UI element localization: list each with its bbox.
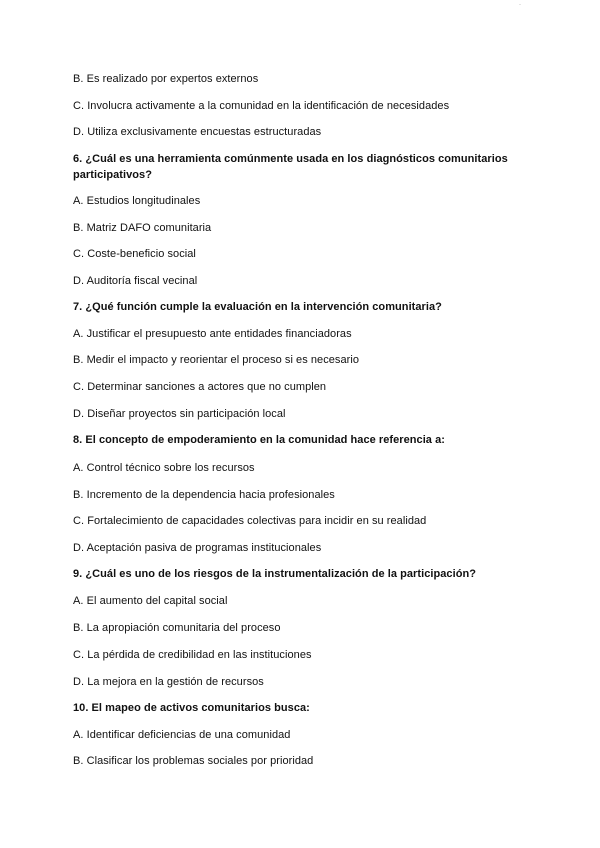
option-9c: C. La pérdida de credibilidad en las instituciones — [73, 649, 312, 661]
question-6: 6. ¿Cuál es una herramienta comúnmente usada en los diagnósticos comunitarios participativos? — [73, 153, 508, 181]
question-8: 8. El concepto de empoderamiento en la comunidad hace referencia a: — [73, 434, 445, 446]
option-5c: C. Involucra activamente a la comunidad en la identificación de necesidades — [73, 100, 450, 112]
option-7d: D. Diseñar proyectos sin participación local — [73, 408, 286, 420]
corner-mark: - — [519, 2, 521, 8]
option-6b: B. Matriz DAFO comunitaria — [73, 222, 212, 234]
option-8c: C. Fortalecimiento de capacidades colectivas para incidir en su realidad — [73, 515, 427, 527]
option-5b: B. Es realizado por expertos externos — [73, 73, 259, 85]
option-6c: C. Coste-beneficio social — [73, 248, 196, 260]
option-8b: B. Incremento de la dependencia hacia profesionales — [73, 489, 335, 501]
option-7c: C. Determinar sanciones a actores que no cumplen — [73, 381, 327, 393]
option-8a: A. Control técnico sobre los recursos — [73, 462, 255, 474]
question-10: 10. El mapeo de activos comunitarios busca: — [73, 702, 310, 714]
option-7b: B. Medir el impacto y reorientar el proceso si es necesario — [73, 354, 360, 366]
option-10b: B. Clasificar los problemas sociales por prioridad — [73, 755, 314, 767]
option-6a: A. Estudios longitudinales — [73, 195, 201, 207]
question-7: 7. ¿Qué función cumple la evaluación en la intervención comunitaria? — [73, 301, 442, 313]
question-9: 9. ¿Cuál es uno de los riesgos de la instrumentalización de la participación? — [73, 568, 477, 580]
option-9d: D. La mejora en la gestión de recursos — [73, 676, 264, 688]
option-8d: D. Aceptación pasiva de programas institucionales — [73, 542, 322, 554]
option-5d: D. Utiliza exclusivamente encuestas estructuradas — [73, 126, 322, 138]
option-10a: A. Identificar deficiencias de una comunidad — [73, 729, 291, 741]
option-6d: D. Auditoría fiscal vecinal — [73, 275, 198, 287]
option-9b: B. La apropiación comunitaria del proceso — [73, 622, 281, 634]
option-7a: A. Justificar el presupuesto ante entidades financiadoras — [73, 328, 352, 340]
option-9a: A. El aumento del capital social — [73, 595, 228, 607]
